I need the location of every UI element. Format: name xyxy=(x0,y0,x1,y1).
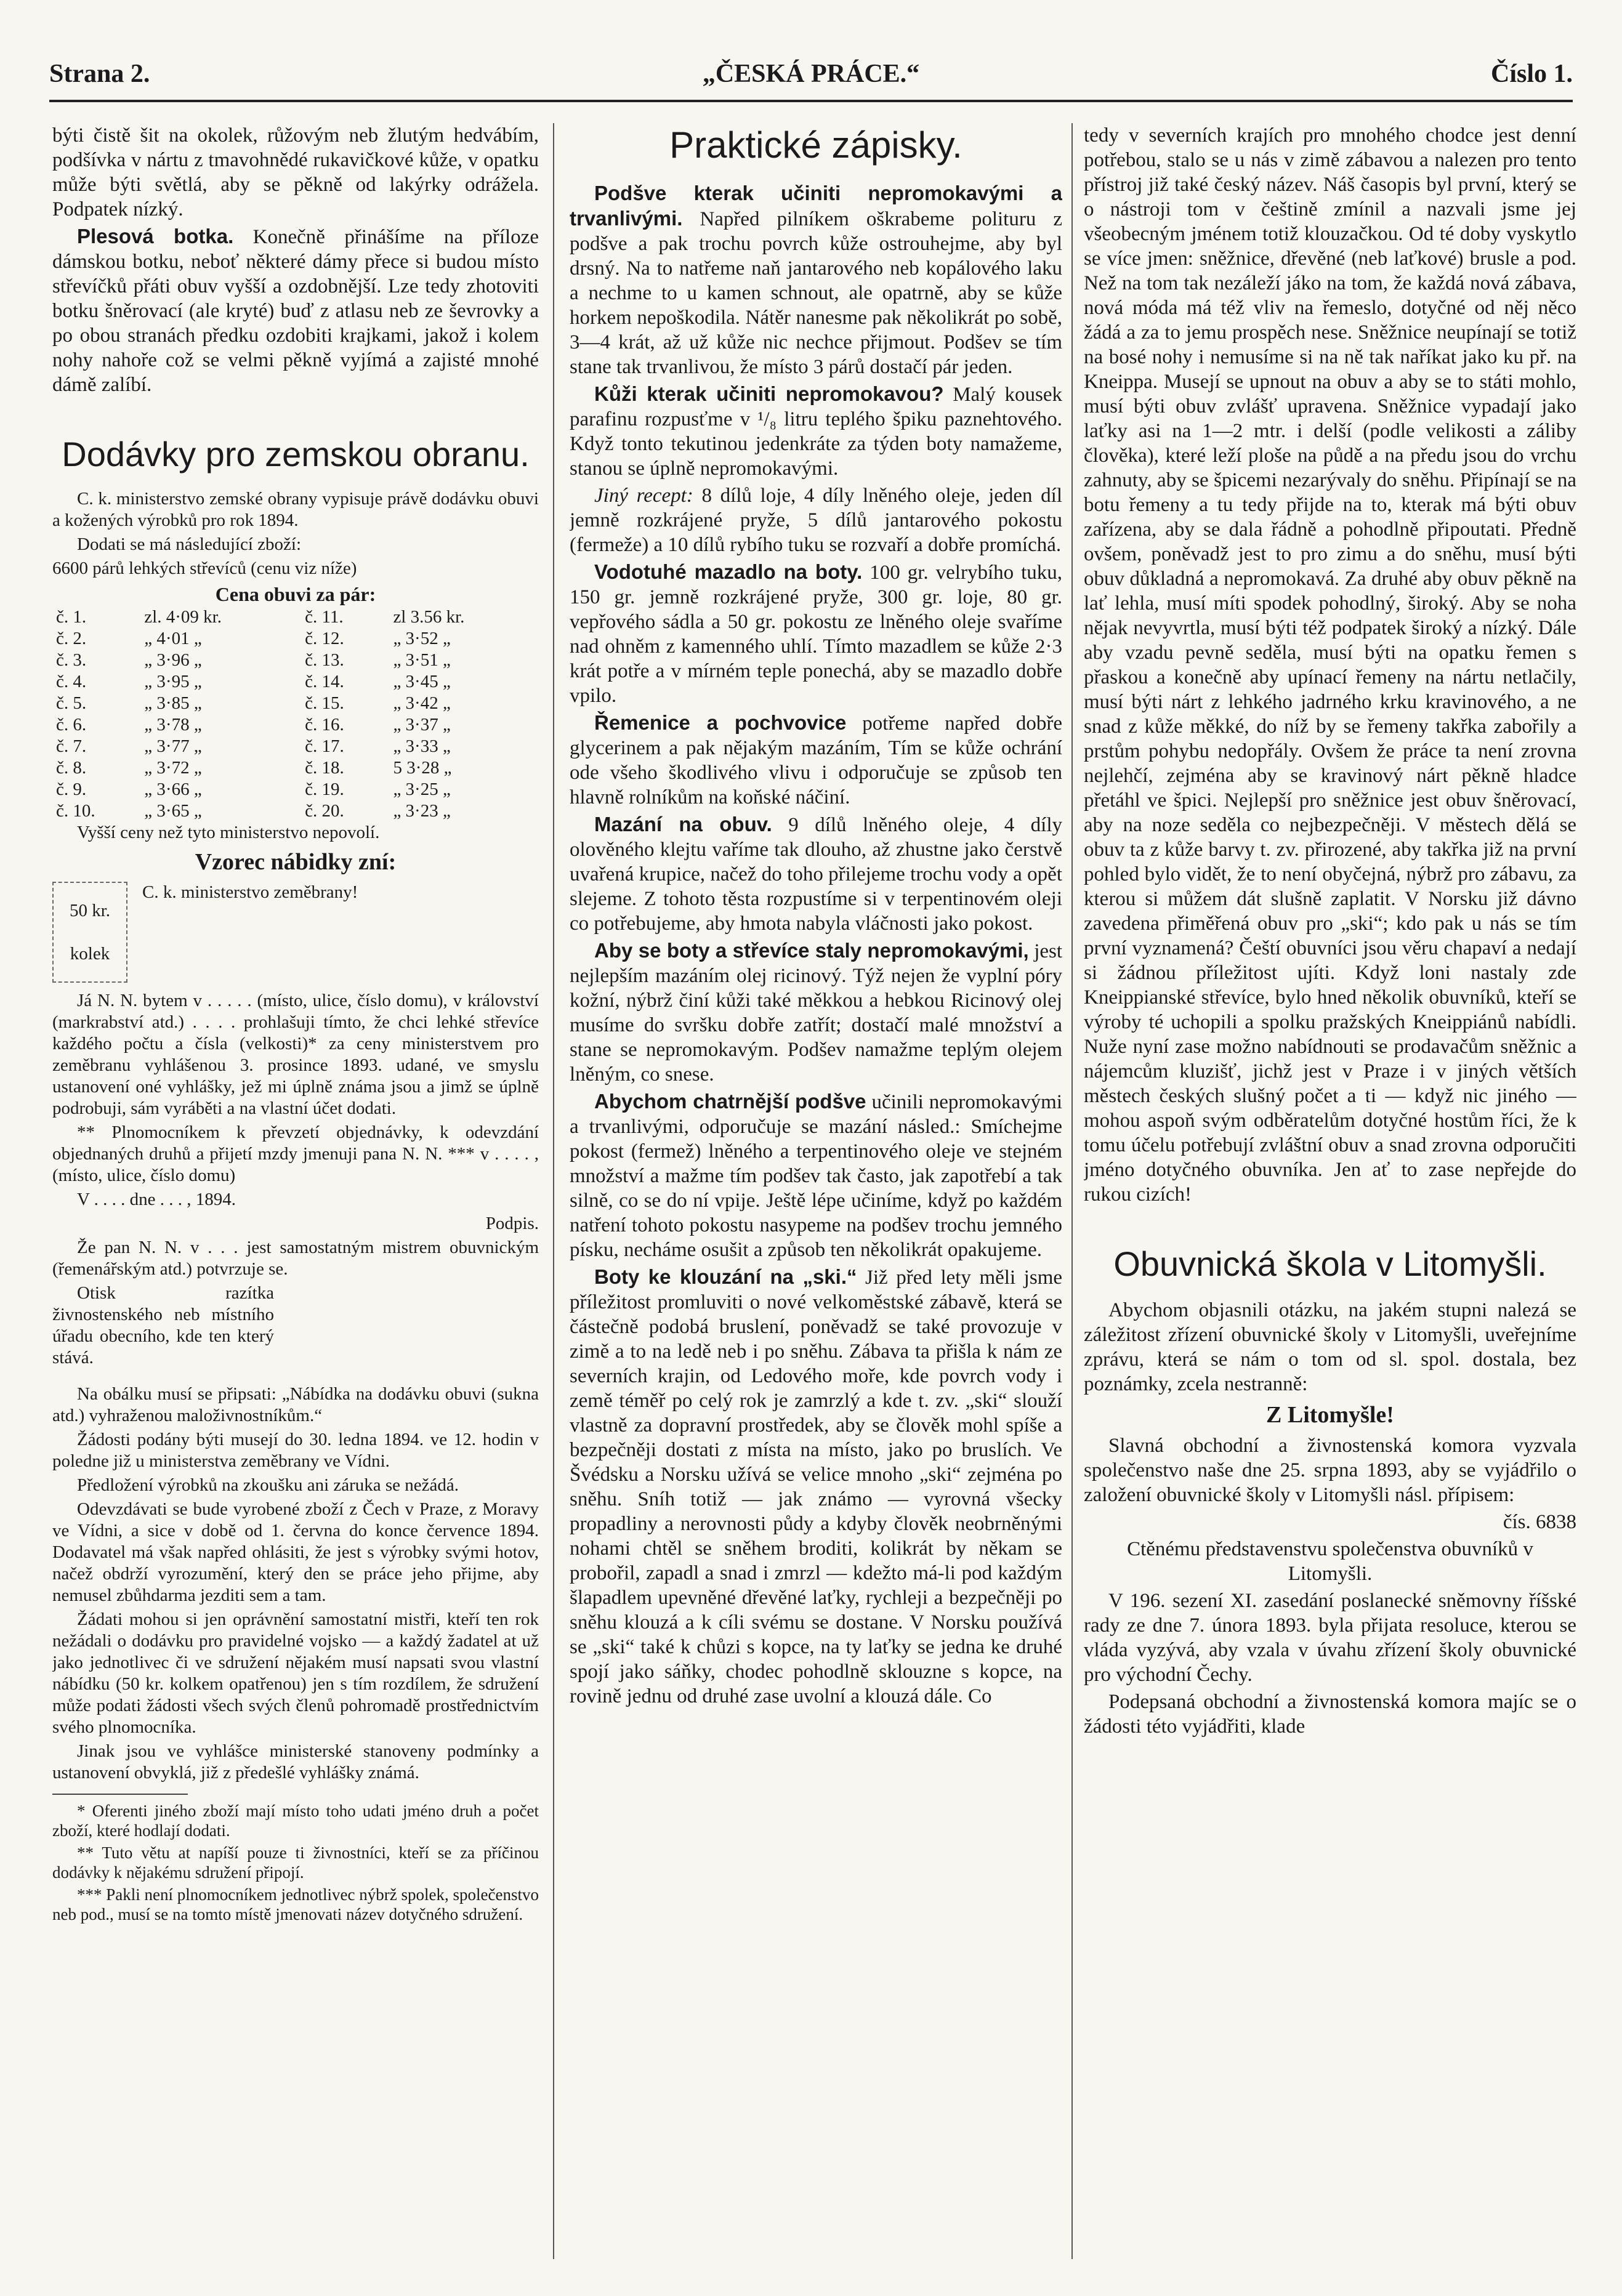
footnote-3: *** Pakli není plnomocníkem jednotlivec nýbrž spolek, společenstvo neb pod., musí se na tomto místě jmenovati název dotyčného sdružení. xyxy=(52,1885,539,1923)
section-leather-text: Malý kousek parafinu rozpusťme v ¹/₈ litru teplého špiku paznehtového. Když tonto tekutinou jedenkráte za týden boty namažeme, stanou se úplně nepromokavými. xyxy=(570,384,1062,480)
stamp-placeholder xyxy=(52,882,127,983)
samples-note: Předložení výrobků na zkoušku ani záruka se nežádá. xyxy=(77,1475,459,1495)
price-size: č. 12. xyxy=(305,629,344,648)
column-divider-1 xyxy=(553,123,554,2259)
price-row xyxy=(52,671,539,693)
price-size: č. 10. xyxy=(56,801,95,821)
newspaper-title: „ČESKÁ PRÁCE.“ xyxy=(702,60,920,88)
reference-number: čís. 6838 xyxy=(1503,1511,1576,1533)
price-size: č. 9. xyxy=(56,779,87,799)
section-weak-soles xyxy=(570,1089,1062,1262)
section-ski-heading: Boty ke klouzání na „ski.“ xyxy=(594,1265,857,1288)
ball-shoe-paragraph xyxy=(52,224,539,397)
section-grease xyxy=(570,812,1062,936)
column-3 xyxy=(1084,123,1576,2271)
section-waterproof-text: 100 gr. velrybího tuku, 150 gr. jemně rozkrájené pryže, 300 gr. loje, 80 gr. vepřového sádla a 50 gr. pokostu ze lněného oleje svaříme nad ohněm z kamenného uhlí. Tímto mazadlem se kůže 2·3 krát potře a v mírném teple ponechá, aby se mazadlo dobře vpilo. xyxy=(570,562,1062,707)
stamp-value: 50 kr. xyxy=(69,901,111,920)
section-grease-heading: Mazání na obuv. xyxy=(594,813,772,836)
price-value: „ 3·25 „ xyxy=(393,779,451,799)
deadline-note: Žádosti podány býti musejí do 30. ledna 1894. ve 12. hodin v poledne již u ministerstva zeměbrany ve Vídni. xyxy=(52,1430,539,1471)
price-size: č. 20. xyxy=(305,801,344,821)
supplies-title: Dodávky pro zemskou obranu. xyxy=(62,435,530,473)
price-row xyxy=(52,779,539,800)
delivery-note: Odevzdávati se bude vyrobené zboží z Čech v Praze, z Moravy ve Vídni, a sice v době od 1. června do konce července 1894. Dodavatel má však napřed ohlásiti, že jest s výrobky svými hotov, načež obdrží vyrozumění, který den se práce jeho přijme, aby nemusel zbůhdarma jezditi sem a tam. xyxy=(52,1499,539,1605)
price-row xyxy=(52,757,539,779)
price-size: č. 18. xyxy=(305,758,344,778)
section-straps-text: potřeme napřed dobře glycerinem a pak nějakým mazáním, Tím se kůže ochrání ode všeho škodlivého vlivu i odporučuje se způsob ten hlavně rolníkům na koňské náčiní. xyxy=(570,712,1062,808)
section-recipe-heading: Jiný recept: xyxy=(594,485,693,507)
price-note: Vyšší ceny než tyto ministerstvo nepovolí. xyxy=(77,823,380,842)
offer-seal: Otisk razítka živnostenského neb místního úřadu obecního, kde ten který stává. xyxy=(52,1283,274,1368)
section-straps-heading: Řemenice a pochvovice xyxy=(594,711,847,734)
school-intro: Abychom objasnili otázku, na jakém stupni nalezá se záležitost zřízení obuvnické školy v Litomyšli, uveřejníme zprávu, která se nám o tom od sl. spol. dostala, bez poznámky, zcela nestranně: xyxy=(1084,1299,1576,1395)
price-value: „ 3·33 „ xyxy=(393,736,451,756)
price-value: „ 3·65 „ xyxy=(144,801,202,821)
section-straps xyxy=(570,711,1062,810)
section-waterproof xyxy=(570,560,1062,708)
price-value: „ 3·51 „ xyxy=(393,650,451,670)
section-soles-text: Napřed pilníkem oškrabeme polituru z podšve a pak trochu povrch kůže ostrouhejme, aby byl drsný. Na to natřeme naň jantarového neb kopálového laku a nechme to u kamen schnout, ale opatrně, aby se kůže horkem nepoškodila. Nátěr nanesme pak několikrát po sobě, 3—4 krát, až už kůže nic nechce přijmout. Podšev se tím stane tak trvanlivou, že místo 3 párů dostačí pár jeden. xyxy=(570,208,1062,378)
chamber-statement: Podepsaná obchodní a živnostenská komora majíc se o žádosti této vyjádřiti, klade xyxy=(1084,1691,1576,1738)
practical-notes-title: Praktické zápisky. xyxy=(669,124,962,166)
addressee: Ctěnému představenstvu společenstva obuvníků v Litomyšli. xyxy=(1127,1538,1533,1585)
section-weak-soles-text: učinili nepromokavými a trvanlivými, odporučuje se mazání násled.: Smíchejme pokost (fermež) lněného a terpentinového oleje ve stejném množství a mažme tím podšev tak často, jak zapotřebí a tak silně, co se do ní vpije. Ještě lépe učiníme, když po každém natření tohoto pokostu nasypeme na podšev trochu jemného písku, necháme osušit a způsob ten několikrát opakujeme. xyxy=(570,1091,1062,1261)
section-ski-text: Již před lety měli jsme příležitost promluviti o nové velkoměstské zábavě, která se částečně podobá bruslení, poněvadž se také provozuje v zimě a to na ledě neb i po sněhu. Zábava ta přišla k nám ze severních krajin, od Ledového moře, kde povrch vody i země téměř po celý rok je zamrzlý a kde t. zv. „ski“ slouží vlastně za dopravní prostředek, aby se člověk mohl spíše a bezpečněji dostati z místa na místo, jako po bruslích. Ve Švédsku a Norsku užívá se velice mnoho „ski“ zejména po sněhu. Sníh totiž — jak známo — vyrovná všecky propadliny a nerovnosti půdy a kdyby člověk neobrněnými nohami chtěl se sněhem broditi, kolikrát by někam se probořil, zapadl a snad i zmrzl — kdežto má-li pod každým šlapadlem upevněné dřevěné laťky, rychleji a bezpečněji po sněhu klouzá a k cíli svému se dostane. V Norsku používá se „ski“ také k chůzi s kopce, na ty laťky se jedna ke druhé spojí jako sáňky, chodec pohodlně sklouzne s kopce, na rovině jednu od druhé zase uvolní a klouzá dále. Co xyxy=(570,1267,1062,1707)
parliament-session: V 196. sezení XI. zasedání poslanecké sněmovny říšské rady ze dne 7. února 1893. byla přijata resoluce, kterou se vláda vyzývá, aby vzala v úvahu zřízení školy obuvnické pro východní Čechy. xyxy=(1084,1590,1576,1686)
section-ski xyxy=(570,1265,1062,1709)
price-row xyxy=(52,714,539,736)
stamp-label: kolek xyxy=(70,944,110,964)
section-recipe xyxy=(570,483,1062,557)
eligibility-note: Žádati mohou si jen oprávnění samostatní mistři, kteří ten rok nežádali o dodávku pro pravidelné vojsko — a každý žadatel at už jako jednotlivec či ve sdružení nějakém musí napsati svou vlastní nábídku (50 kr. kolkem opatřenou) jen s tím rozdílem, že sdružení může podati žádosti všech svých členů pohromadě prostřednictvím svého plnomocníka. xyxy=(52,1609,539,1737)
price-value: „ 3·37 „ xyxy=(393,715,451,735)
price-size: č. 17. xyxy=(305,736,344,756)
price-value: „ 3·85 „ xyxy=(144,693,202,713)
offer-template-heading: Vzorec nábidky zní: xyxy=(195,849,397,875)
price-size: č. 7. xyxy=(56,736,87,756)
page-number: Strana 2. xyxy=(49,60,150,88)
section-leather-heading: Kůži kterak učiniti nepromokavou? xyxy=(594,382,944,405)
offer-date: V . . . . dne . . . , 1894. xyxy=(77,1190,236,1209)
price-value: „ 3·77 „ xyxy=(144,736,202,756)
offer-declaration: Já N. N. bytem v . . . . . (místo, ulice, číslo domu), v království (markrabství atd.) . . . . prohlašuji tímto, že chci lehké střevíce každého počtu a čísla (velkosti)* za ceny ministerstvem pro zeměbranu vyhlášenou 3. prosince 1893. udané, ve smyslu ustanovení oné vyhlášky, jež mi úplně známa jsou a jimž se úplně podrobuji, sám vyráběti a na vlastní účet dodati. xyxy=(52,991,539,1118)
section-weak-soles-heading: Abychom chatrnější podšve xyxy=(594,1090,866,1113)
price-size: č. 1. xyxy=(56,607,87,627)
price-size: č. 2. xyxy=(56,629,87,648)
price-size: č. 5. xyxy=(56,693,87,713)
section-ricin-text: jest nejlepším mazáním olej ricinový. Týž nejen že vyplní póry kožní, nýbrž činí kůži také měkkou a hebkou Ricinový olej musíme do svršku dobře zatřít; dostačí malé množství a stane se nepromokavým. Podšev namažme teplým olejem lněným, co snese. xyxy=(570,940,1062,1086)
price-size: č. 15. xyxy=(305,693,344,713)
price-row xyxy=(52,800,539,822)
section-ricin xyxy=(570,938,1062,1087)
price-size: č. 11. xyxy=(305,607,344,627)
price-row xyxy=(52,628,539,650)
price-table xyxy=(52,606,539,822)
price-row xyxy=(52,736,539,757)
section-grease-text: 9 dílů lněného oleje, 4 díly olověného klejtu vaříme tak dlouho, až zhustne jako čerstvě uvařená krupice, načež do toho přilejeme trochu vody a opět slejeme. Z tohoto těsta rozpustíme si v terpentinovém oleji co potřebujeme, aby hmota nabyla vláčnosti jako pokost. xyxy=(570,814,1062,935)
section-soles xyxy=(570,181,1062,379)
section-soles-heading: Podšve kterak učiniti nepromokavými a trvanlivými. xyxy=(570,182,1062,230)
price-value: „ 3·72 „ xyxy=(144,758,202,778)
price-size: č. 8. xyxy=(56,758,87,778)
page-header xyxy=(49,59,1573,102)
column-1 xyxy=(52,123,539,2271)
price-value: „ 3·42 „ xyxy=(393,693,451,713)
section-recipe-text: 8 dílů loje, 4 díly lněného oleje, jeden díl jemně rozkrájené pryže, 5 dílů jantarového pokostu (fermeže) a 10 dílů rybího tuku se rozvaří a dobře promíchá. xyxy=(570,485,1062,556)
supplies-pairs: 6600 párů lehkých střevíců (cenu viz níže) xyxy=(52,558,357,578)
offer-signature: Podpis. xyxy=(485,1214,539,1233)
offer-salutation-wrap xyxy=(142,882,539,983)
price-value: „ 3·78 „ xyxy=(144,715,202,735)
price-heading: Cena obuvi za pár: xyxy=(215,583,376,605)
price-value: 5 3·28 „ xyxy=(393,758,452,778)
conditions-note: Jinak jsou ve vyhlášce ministerské stanoveny podmínky a ustanovení obvyklá, již z předešlé vyhlášky známá. xyxy=(52,1741,539,1782)
offer-confirmation: Že pan N. N. v . . . jest samostatným mistrem obuvnickým (řemenářským atd.) potvrzuje se. xyxy=(52,1238,539,1279)
from-litomysl: Z Litomyšle! xyxy=(1266,1402,1394,1428)
price-size: č. 19. xyxy=(305,779,344,799)
price-size: č. 16. xyxy=(305,715,344,735)
price-size: č. 4. xyxy=(56,672,87,691)
price-value: „ 4·01 „ xyxy=(144,629,202,648)
price-row xyxy=(52,693,539,714)
school-title: Obuvnická škola v Litomyšli. xyxy=(1113,1244,1547,1283)
chamber-request: Slavná obchodní a živnostenská komora vyzvala společenstvo naše dne 25. srpna 1893, aby se vyjádřilo o založení obuvnické školy v Litomyšli násl. přípisem: xyxy=(1084,1435,1576,1506)
section-waterproof-heading: Vodotuhé mazadlo na boty. xyxy=(594,560,863,583)
ski-continued: tedy v severních krajích pro mnohého chodce jest denní potřebou, stalo se u nás v zimě zábavou a nalezen pro tento přístroj již také český název. Náš časopis byl první, který se o nástroji tom v češtině zmínil a nazvali jsme jej všeobecným jménem totiž klouzačkou. Od té doby vyskytlo se více jmen: sněžnice, dřevěné (neb laťkové) brusle a pod. Než na tom tak nezáleží jáko na tom, že každá nová zábava, nová móda má též vliv na řemeslo, dotyčné od něj něco žádá a za to jemu prospěch nese. Sněžnice neupínají se totiž na bosé nohy i nemusíme si na ně tak naříkat jako ku př. na Kneippa. Musejí se upnout na obuv a aby se to státi mohlo, musí býti obuv zvlášť upravena. Sněžnice vypadají jako laťky asi na 1—2 mtr. i delší (podle velikosti a záliby člověka), které leží ploše na půdě a na předu jsou do vrchu zahnuty, aby se špicemi nezarývaly do sněhu. Připínají se na botu řemeny a tu tedy přijde na to, kterak má býti obuv zařízena, aby se dala řádně a pohodlně připoutati. Předně ovšem, poněvadž jest to pro zimu a do sněhu, musí býti obuv důkladná a nepromokavá. Za druhé aby obuv pěkně na lať lehla, musí míti spodek pohodlný, široký. Aby se noha nějak nevyvrtla, musí býti též podpatek široký a nízký. Dále aby vzadu pevně seděla, musí býti na opatku řemen s přaskou a konečně aby upínací řemeny na nártu netlačily, musí býti nárt z lehkého jadrného krku kravinového, a ne snad z kůže měkké, do níž by se řemeny takřka zabořily a prstům pohybu nedopřály. Ovšem že práce ta není zrovna nejlehčí, zejména aby se kravinový nárt pěkně hladce přetáhl ve špici. Nejlepší pro sněžnice jest obuv šněrovací, aby na noze seděla co nejbezpečněji. V městech dělá se obuv ta z kůže barvy t. zv. přirozené, aby takřka již na první pohled bylo vidět, že to není obyčejná, nýbrž pro zábavu, za kterou si můžem dát slušně zaplatit. V Norsku již dávno zavedena přiměřená obuv pro „ski“; kdo pak u nás se tím první vyznamená? Čeští obuvníci jsou věru chapaví a nedají si žádnou příležitost ujíti. Když loni nastaly zde Kneippianské střevíce, bylo hned několik obuvníků, kteří se výroby té uchopili a spolku pražských Kneippiánů nabídli. Nuže nyní zase možno nabídnouti se prodavačům sněžnic a nájemcům kluzišť, jichž jest v Praze i v jiných větších městech českých slušný počet a ti — když nic jiného — mohou aspoň svým odběratelům dotyčné hostům říci, že k tomu účelu potřebují zvláštní obuv a snad zrovna odporučiti jméno dotyčného obuvníka. Jen ať to zase nepřejde do rukou cizích! xyxy=(1084,124,1576,1206)
price-value: „ 3·96 „ xyxy=(144,650,202,670)
price-size: č. 14. xyxy=(305,672,344,691)
ball-shoe-text: Konečně přinášíme na příloze dámskou botku, neboť některé dámy přece si budou místo střevíčků přáti obuv vyšší a ozdobnější. Lze tedy zhotoviti botku šněrovací (ale kryté) buď z atlasu neb ze ševrovky a po obou stranách předku ozdobiti krajkami, jakož i kolem nohy nahoře což se velmi pěkně vyjímá a zajisté mnohé dámě zalíbí. xyxy=(52,226,539,396)
price-row xyxy=(52,606,539,628)
price-row xyxy=(52,650,539,671)
price-value: zl. 4·09 kr. xyxy=(144,607,222,627)
column-divider-2 xyxy=(1071,123,1073,2259)
price-value: „ 3·66 „ xyxy=(144,779,202,799)
price-value: „ 3·52 „ xyxy=(393,629,451,648)
offer-proxy: ** Plnomocníkem k převzetí objednávky, k odevzdání objednaných druhů a přijetí mzdy jmenuji pana N. N. *** v . . . . , (místo, ulice, číslo domu) xyxy=(52,1122,539,1185)
footnote-1: * Oferenti jiného zboží mají místo toho udati jméno druh a počet zboží, které hodlají dodati. xyxy=(52,1802,539,1840)
price-value: „ 3·95 „ xyxy=(144,672,202,691)
section-leather xyxy=(570,382,1062,481)
shoe-intro-paragraph: býti čistě šit na okolek, růžovým neb žlutým hedvábím, podšívka v nártu z tmavohnědé rukavičkové kůže, v opatku může býti světlá, aby se pěkně od lakýrky odrážela. Podpatek nízký. xyxy=(52,124,539,220)
offer-form xyxy=(52,882,539,983)
price-value: „ 3·45 „ xyxy=(393,672,451,691)
price-size: č. 13. xyxy=(305,650,344,670)
offer-salutation: C. k. ministerstvo zeměbrany! xyxy=(142,882,358,902)
envelope-note: Na obálku musí se připsati: „Nábídka na dodávku obuvi (sukna atd.) vyhraženou maloživnostníkům.“ xyxy=(52,1384,539,1425)
price-value: zl 3.56 kr. xyxy=(393,607,465,627)
supplies-intro: C. k. ministerstvo zemské obrany vypisuje právě dodávku obuvi a kožených výrobků pro rok 1894. xyxy=(52,489,539,530)
ball-shoe-heading: Plesová botka. xyxy=(77,225,234,248)
header-rule xyxy=(49,100,1573,102)
section-ricin-heading: Aby se boty a střevíce staly nepromokavými, xyxy=(594,939,1029,962)
issue-number: Číslo 1. xyxy=(1490,60,1573,88)
footnote-rule xyxy=(52,1794,188,1795)
footnote-2: ** Tuto větu at napíší pouze ti živnostníci, kteří se za příčinou dodávky k nějakému sdružení připojí. xyxy=(52,1843,539,1882)
price-value: „ 3·23 „ xyxy=(393,801,451,821)
price-size: č. 3. xyxy=(56,650,87,670)
supplies-deliver: Dodati se má následující zboží: xyxy=(77,534,302,554)
price-size: č. 6. xyxy=(56,715,87,735)
column-2 xyxy=(570,123,1062,2271)
